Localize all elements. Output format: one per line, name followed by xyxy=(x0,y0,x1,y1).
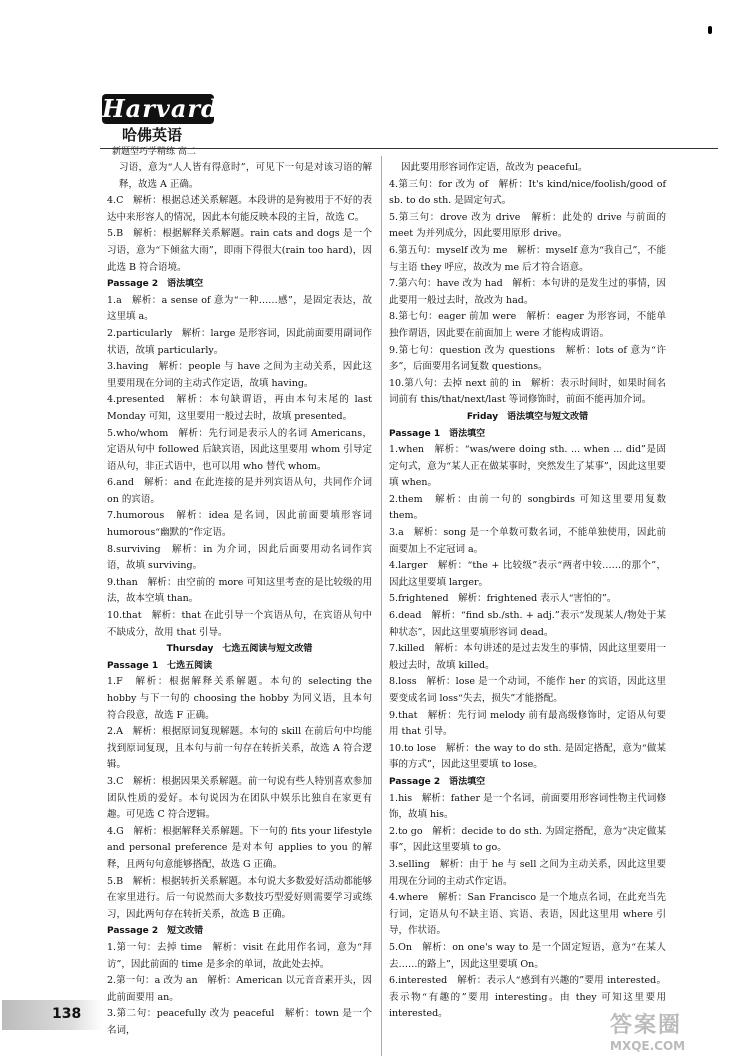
answer-paragraph: 习语，意为“人人皆有得意时”，可见下一句是对该习语的解释，故选 A 正确。 xyxy=(119,162,372,190)
column-divider xyxy=(381,156,382,1056)
section-heading: Passage 1 语法填空 xyxy=(389,428,486,439)
answer-paragraph: 1.a 解析：a sense of 意为“一种……感”，是固定表达，故这里填 a。 xyxy=(107,294,372,323)
section-heading: Passage 1 七选五阅读 xyxy=(107,660,213,671)
answer-paragraph: 10.to lose 解析：the way to do sth. 是固定搭配，意为“做某事的方式”，因此这里要填 to lose。 xyxy=(389,742,666,771)
section-heading: Passage 2 语法填空 xyxy=(107,279,204,290)
answer-paragraph: 9.than 解析：由空前的 more 可知这里考查的是比较级的用法，故本空填 than。 xyxy=(107,576,372,605)
answer-paragraph: 2.particularly 解析：large 是形容词，因此前面要用副词作状语，故填 particularly。 xyxy=(107,327,372,356)
header-rule xyxy=(100,148,718,149)
answer-paragraph: 8.loss 解析：lose 是一个动词，不能作 her 的宾语，因此这里要变成名词 loss“失去，损失”才能搭配。 xyxy=(389,676,666,704)
answer-paragraph: 7.第六句：have 改为 had 解析：本句讲的是发生过的事情，因此要用一般过去时，故改为 had。 xyxy=(389,278,666,306)
answer-paragraph: 5.frightened 解析：frightened 表示人“害怕的”。 xyxy=(389,593,617,605)
right-column xyxy=(389,160,666,1023)
answer-paragraph: 10.第八句：去掉 next 前的 in 解析：表示时间时，如果时间名词前有 this/that/next/last 等词修饰时，前面不能再加介词。 xyxy=(389,377,666,406)
answer-paragraph: 5.第三句：drove 改为 drive 解析：此处的 drive 与前面的 meet 为并列成分，因此要用原形 drive。 xyxy=(389,211,666,240)
answer-paragraph: 3.第二句：peacefully 改为 peaceful 解析：town 是一个名词， xyxy=(107,1008,372,1036)
page-number-badge xyxy=(2,1000,102,1030)
answer-paragraph: 7.killed 解析：本句讲述的是过去发生的事情，因此这里要用一般过去时，故填 killed。 xyxy=(389,643,666,671)
answer-paragraph: 因此要用形容词作定语，故改为 peaceful。 xyxy=(401,162,588,173)
answer-paragraph: 1.F 解析：根据解释关系解题。本句的 selecting the hobby 与下一句的 choosing the hobby 为同义语，且本句符合段意，故选 F 正确。 xyxy=(107,676,372,721)
answer-paragraph: 4.larger 解析：“the + 比较级”表示“两者中较……的那个”，因此这里要填 larger。 xyxy=(389,560,666,588)
answer-paragraph: 8.第七句：eager 前加 were 解析：eager 为形容词，不能单独作谓语，因此要在前面加上 were 才能构成谓语。 xyxy=(389,311,666,339)
answer-paragraph: 3.having 解析：people 与 have 之间为主动关系，因此这里要用现在分词的主动式作定语，故填 having。 xyxy=(107,361,372,389)
answer-paragraph: 6.第五句：myself 改为 me 解析：myself 意为“我自己”，不能与主语 they 呼应，故改为 me 后才符合语意。 xyxy=(389,244,666,273)
brand-header xyxy=(102,94,232,157)
watermark-line1: 答案圈 xyxy=(610,1013,683,1038)
answer-paragraph: 2.them 解析：由前一句的 songbirds 可知这里要用复数 them。 xyxy=(389,493,666,522)
answer-paragraph: 9.第七句：question 改为 questions 解析：lots of 意为“许多”，后面要用名词复数 questions。 xyxy=(389,344,666,373)
answer-paragraph: 4.C 解析：根据总述关系解题。本段讲的是狗被用于不好的表达中来形容人的情况，因此本句能反映本段的主旨，故选 C。 xyxy=(107,195,372,223)
answer-paragraph: 4.where 解析：San Francisco 是一个地点名词，在此充当先行词，定语从句不缺主语、宾语、表语，因此这里用 where 引导，作状语。 xyxy=(389,892,666,937)
answer-paragraph: 1.第一句：去掉 time 解析：visit 在此用作名词，意为“拜访”，因此前面的 time 是多余的单词，故此处去掉。 xyxy=(107,941,372,970)
harvard-logo: Harvard xyxy=(102,94,219,123)
answer-paragraph: 3.C 解析：根据因果关系解题。前一句说有些人特别喜欢参加团队性质的爱好。本句说因为在团队中娱乐比独自在家更有趣。可见选 C 符合逻辑。 xyxy=(107,775,372,821)
answer-paragraph: 4.presented 解析：本句缺谓语，再由本句末尾的 last Monday 可知，这里要用一般过去时，故填 presented。 xyxy=(107,394,372,422)
answer-paragraph: 9.that 解析：先行词 melody 前有最高级修饰时，定语从句要用 that 引导。 xyxy=(389,709,666,738)
answer-paragraph: 6.and 解析：and 在此连接的是并列宾语从句，共同作介词 on 的宾语。 xyxy=(107,477,372,505)
answer-paragraph: 1.when 解析：“was/were doing sth. ... when ... did”是固定句式，意为“某人正在做某事时，突然发生了某事”，因此这里要填 when。 xyxy=(389,444,666,489)
answer-paragraph: 2.第一句：a 改为 an 解析：American 以元音音素开头，因此前面要用 an。 xyxy=(107,975,372,1003)
left-column xyxy=(107,160,372,1039)
book-subtitle: 新题型巧学精练 高二 xyxy=(112,147,196,157)
answer-paragraph: 4.第三句：for 改为 of 解析：It's kind/nice/foolish/good of sb. to do sth. 是固定句式。 xyxy=(389,178,666,207)
answer-paragraph: 5.On 解析：on one's way to 是一个固定短语，意为“在某人去……的路上”，因此这里要填 On。 xyxy=(389,941,666,970)
section-heading: Friday 语法填空与短文改错 xyxy=(466,411,589,422)
answer-paragraph: 6.interested 解析：表示人“感到有兴趣的”要用 interested。表示物“有趣的”要用 interesting。由 they 可知这里要用 interested。 xyxy=(389,975,666,1020)
answer-paragraph: 5.B 解析：根据转折关系解题。本句说大多数爱好活动都能够在家里进行。后一句说然而大多数技巧型爱好则需要学习或练习，因此两句存在转折关系，故选 B 正确。 xyxy=(107,875,372,920)
answer-paragraph: 8.surviving 解析：in 为介词，因此后面要用动名词作宾语，故填 surviving。 xyxy=(107,543,372,572)
answer-paragraph: 2.to go 解析：decide to do sth. 为固定搭配，意为“决定做某事”，因此这里要填 to go。 xyxy=(389,825,666,854)
section-heading: Passage 2 语法填空 xyxy=(389,776,486,787)
answer-paragraph: 3.selling 解析：由于 he 与 sell 之间为主动关系，因此这里要用现在分词的主动式作定语。 xyxy=(389,858,666,887)
answer-paragraph: 10.that 解析：that 在此引导一个宾语从句，在宾语从句中不缺成分，故用 that 引导。 xyxy=(107,610,372,638)
section-heading: Passage 2 短文改错 xyxy=(107,926,204,937)
watermark-logo xyxy=(610,1008,740,1056)
answer-paragraph: 1.his 解析：father 是一个名词，前面要用形容词性物主代词修饰，故填 his。 xyxy=(389,792,666,821)
answer-paragraph: 5.who/whom 解析：先行词是表示人的名词 Americans，定语从句中 followed 后缺宾语，因此这里要用 whom 引导定语从句，非正式语中，也可以用 who 替代 whom。 xyxy=(107,427,372,472)
answer-paragraph: 2.A 解析：根据原词复现解题。本句的 skill 在前后句中均能找到原词复现，且本句与前一句存在转折关系，故选 A 符合逻辑。 xyxy=(107,726,372,771)
logo-chinese-title: 哈佛英语 xyxy=(122,126,183,144)
answer-paragraph: 6.dead 解析：“find sb./sth. + adj.”表示“发现某人/物处于某种状态”，因此这里要填形容词 dead。 xyxy=(389,610,666,638)
watermark-line2: MXQE.COM xyxy=(610,1039,686,1053)
corner-mark xyxy=(708,26,712,34)
section-heading: Thursday 七选五阅读与短文改错 xyxy=(166,644,313,655)
answer-paragraph: 3.a 解析：song 是一个单数可数名词，不能单独使用，因此前面要加上不定冠词 a。 xyxy=(389,527,666,555)
answer-paragraph: 5.B 解析：根据解释关系解题。rain cats and dogs 是一个习语，意为“下倾盆大雨”，即雨下得很大(rain too hard)，因此选 B 符合语境。 xyxy=(107,228,372,273)
answer-paragraph: 4.G 解析：根据解释关系解题。下一句的 fits your lifestyle and personal preference 是对本句 applies to you 的解释，且两句句意能够搭配，故选 G 正确。 xyxy=(107,825,372,870)
page-number: 138 xyxy=(52,1006,82,1022)
answer-paragraph: 7.humorous 解析：idea 是名词，因此前面要填形容词 humorous“幽默的”作定语。 xyxy=(107,510,372,539)
